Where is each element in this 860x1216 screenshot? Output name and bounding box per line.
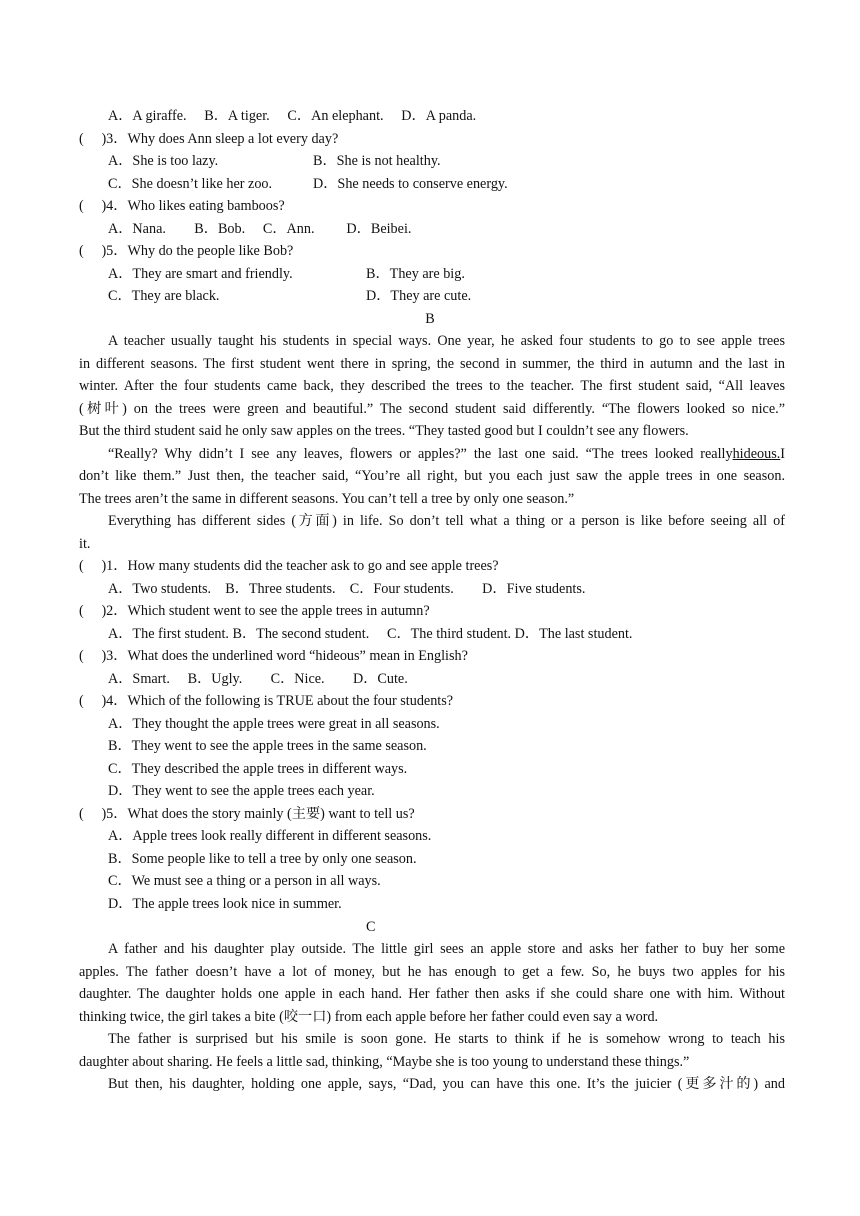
a-q2-options: A．A giraffe. B．A tiger. C．An elephant. D．A panda. <box>108 108 477 124</box>
a-q3-option-b: B．She is not healthy. <box>313 153 441 169</box>
b-q4-option-d: D．They went to see the apple trees each year. <box>108 783 375 799</box>
b-q4-question: ( )4．Which of the following is TRUE about the four students? <box>79 693 454 709</box>
b-q5-option-a: A．Apple trees look really different in different seasons. <box>108 828 432 844</box>
section-b-heading: B <box>425 311 435 327</box>
passage-c-line: A father and his daughter play outside. The little girl sees an apple store and asks her father to buy her some <box>108 941 785 957</box>
a-q5-option-b: B．They are big. <box>366 266 465 282</box>
a-q5-option-a: A．They are smart and friendly. <box>108 266 293 282</box>
passage-c-line: daughter. The daughter holds one apple in each hand. Her father then asks if she could share one with him. Without <box>79 986 785 1002</box>
passage-c-line: The father is surprised but his smile is soon gone. He starts to think if he is somehow wrong to teach his <box>108 1031 785 1047</box>
passage-c-line: thinking twice, the girl takes a bite (咬一口) from each apple before her father could even say a word. <box>79 1009 659 1025</box>
a-q4-question: ( )4．Who likes eating bamboos? <box>79 198 285 214</box>
a-q5-question: ( )5．Why do the people like Bob? <box>79 243 294 259</box>
b-q2-question: ( )2．Which student went to see the apple trees in autumn? <box>79 603 430 619</box>
passage-b-line: don’t like them.” Just then, the teacher said, “You’re all right, but you each just saw the apple trees in one season. <box>79 468 785 484</box>
a-q3-option-d: D．She needs to conserve energy. <box>313 176 508 192</box>
passage-b-line: Everything has different sides (方面) in life. So don’t tell what a thing or a person is like before seeing all of <box>108 513 785 529</box>
a-q3-option-a: A．She is too lazy. <box>108 153 219 169</box>
section-c-heading: C <box>366 919 376 935</box>
a-q4-options: A．Nana. B．Bob. C．Ann. D．Beibei. <box>108 221 412 237</box>
b-q1-options: A．Two students. B．Three students. C．Four students. D．Five students. <box>108 581 586 597</box>
b-q4-option-c: C．They described the apple trees in different ways. <box>108 761 408 777</box>
passage-b-line: A teacher usually taught his students in special ways. One year, he asked four students to go to see apple trees <box>108 333 785 349</box>
a-q5-option-d: D．They are cute. <box>366 288 472 304</box>
b-q1-question: ( )1．How many students did the teacher ask to go and see apple trees? <box>79 558 499 574</box>
passage-b-line: The trees aren’t the same in different seasons. You can’t tell a tree by only one season.” <box>79 491 575 507</box>
a-q3-option-c: C．She doesn’t like her zoo. <box>108 176 273 192</box>
b-q3-options: A．Smart. B．Ugly. C．Nice. D．Cute. <box>108 671 408 687</box>
b-q5-question: ( )5．What does the story mainly (主要) want to tell us? <box>79 806 415 822</box>
passage-b-line: But the third student said he only saw apples on the trees. “They tasted good but I couldn’t see any flowers. <box>79 423 689 439</box>
b-q5-option-c: C．We must see a thing or a person in all ways. <box>108 873 381 889</box>
passage-c-line: apples. The father doesn’t have a lot of money, but he has enough to get a few. So, he buys two apples for his <box>79 964 785 980</box>
b-q2-options: A．The first student. B．The second student. C．The third student. D．The last student. <box>108 626 633 642</box>
passage-b-line: winter. After the four students came back, they described the trees to the teacher. The first student said, “All leaves <box>79 378 785 394</box>
b-q5-option-d: D．The apple trees look nice in summer. <box>108 896 342 912</box>
passage-c-line: But then, his daughter, holding one apple, says, “Dad, you can have this one. It’s the juicier (更多汁的) and <box>108 1076 785 1092</box>
passage-b-line: in different seasons. The first student went there in spring, the second in summer, the third in autumn and the last in <box>79 356 785 372</box>
b-q5-option-b: B．Some people like to tell a tree by only one season. <box>108 851 417 867</box>
passage-b-line: it. <box>79 536 91 552</box>
a-q5-option-c: C．They are black. <box>108 288 220 304</box>
b-q4-option-a: A．They thought the apple trees were great in all seasons. <box>108 716 440 732</box>
b-q3-question: ( )3．What does the underlined word “hideous” mean in English? <box>79 648 468 664</box>
passage-b-text: I <box>780 446 785 462</box>
passage-c-line: daughter about sharing. He feels a little sad, thinking, “Maybe she is too young to understand these things.” <box>79 1054 690 1070</box>
passage-b-text: “Really? Why didn’t I see any leaves, flowers or apples?” the last one said. “The trees looked really <box>108 446 733 462</box>
passage-b-line: (树叶) on the trees were green and beautiful.” The second student said differently. “The flowers looked so nice.” <box>79 401 785 417</box>
underlined-word-hideous: hideous. <box>732 446 781 462</box>
passage-b-line-hideous <box>108 445 785 463</box>
a-q3-question: ( )3．Why does Ann sleep a lot every day? <box>79 131 339 147</box>
b-q4-option-b: B．They went to see the apple trees in the same season. <box>108 738 427 754</box>
